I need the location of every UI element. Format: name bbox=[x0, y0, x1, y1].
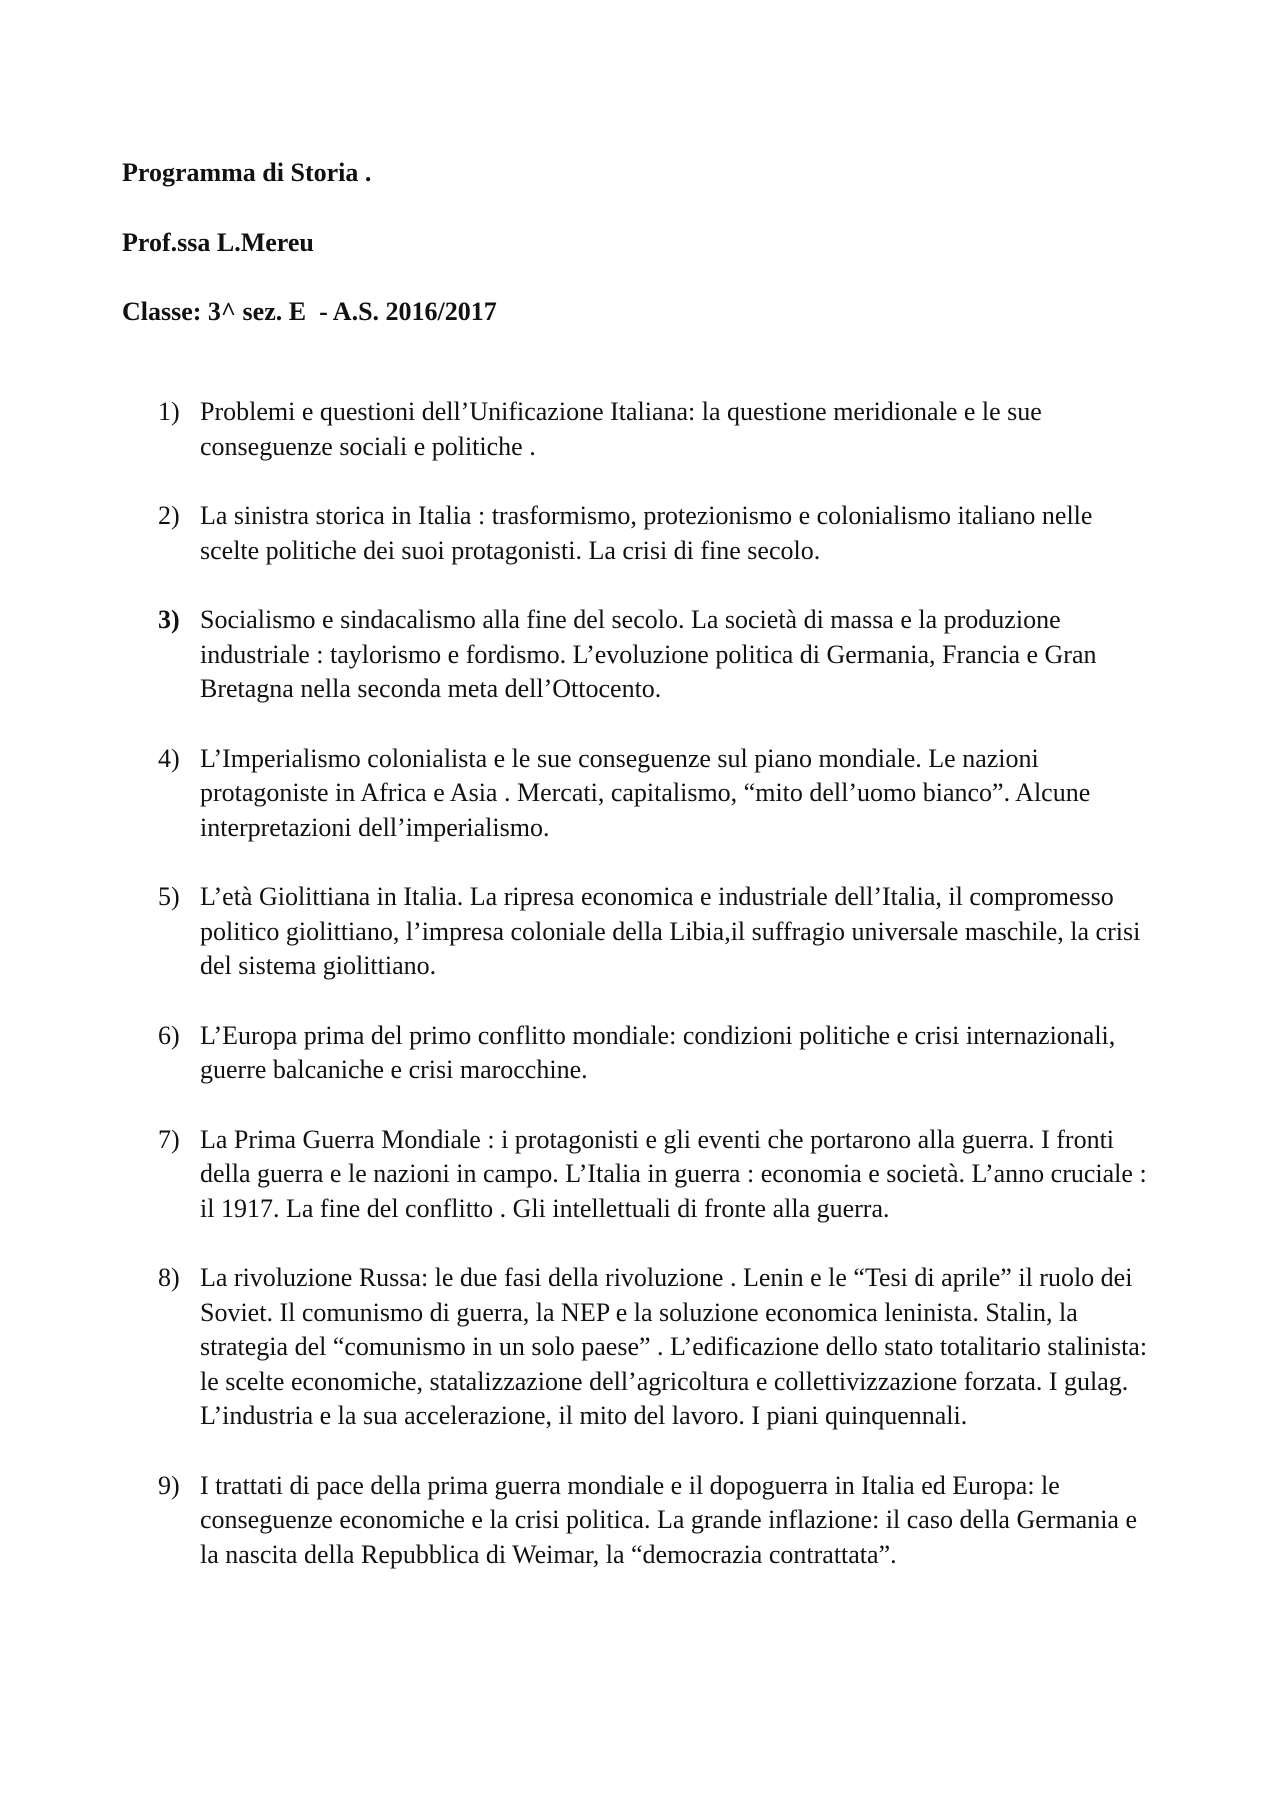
item-number: 4) bbox=[158, 743, 180, 773]
item-number: 8) bbox=[158, 1263, 180, 1292]
document-title: Programma di Storia . bbox=[122, 158, 372, 187]
list-item bbox=[158, 880, 1158, 984]
list-item bbox=[158, 1019, 1158, 1088]
item-text: Problemi e questioni dell’Unificazione Italiana: la questione meridionale e le sue conseguenze sociali e politiche . bbox=[200, 397, 1042, 461]
list-item bbox=[158, 1123, 1158, 1227]
list-item bbox=[158, 1469, 1158, 1573]
item-number: 3) bbox=[158, 605, 180, 634]
item-number: 1) bbox=[158, 397, 180, 426]
item-text: L’Europa prima del primo conflitto mondiale: condizioni politiche e crisi internazionali, guerre balcaniche e crisi marocchine. bbox=[200, 1020, 1116, 1084]
item-text: La rivoluzione Russa: le due fasi della rivoluzione . Lenin e le “Tesi di aprile” il ruolo dei Soviet. Il comunismo di guerra, la NEP e la soluzione economica leninista. Stalin, la strategia del “comunismo in un solo paese” . L’edificazione dello stato totalitario stalinista: le scelte economiche, statalizzazione dell’agricoltura e collettivizzazione forzata. I gulag. L’industria e la sua accelerazione, il mito del lavoro. I piani quinquennali. bbox=[200, 1263, 1148, 1430]
list-item bbox=[158, 603, 1158, 707]
item-number: 9) bbox=[158, 1470, 180, 1500]
teacher-name: Prof.ssa L.Mereu bbox=[122, 228, 314, 257]
class-info: Classe: 3^ sez. E - A.S. 2016/2017 bbox=[122, 297, 497, 326]
item-text: Socialismo e sindacalismo alla fine del secolo. La società di massa e la produzione industriale : taylorismo e fordismo. L’evoluzione politica di Germania, Francia e Gran Bretagna nella seconda meta dell’Ottocento. bbox=[200, 605, 1097, 703]
item-number: 7) bbox=[158, 1124, 180, 1154]
item-text: L’Imperialismo colonialista e le sue conseguenze sul piano mondiale. Le nazioni protagoniste in Africa e Asia . Mercati, capitalismo, “mito dell’uomo bianco”. Alcune interpretazioni dell’imperialismo. bbox=[200, 743, 1091, 842]
item-number: 2) bbox=[158, 501, 180, 530]
item-text: L’età Giolittiana in Italia. La ripresa economica e industriale dell’Italia, il compromesso politico giolittiano, l’impresa coloniale della Libia,il suffragio universale maschile, la crisi del sistema giolittiano. bbox=[200, 882, 1141, 980]
item-number: 6) bbox=[158, 1020, 180, 1050]
list-item bbox=[158, 1261, 1158, 1434]
item-text: La sinistra storica in Italia : trasformismo, protezionismo e colonialismo italiano nelle scelte politiche dei suoi protagonisti. La crisi di fine secolo. bbox=[200, 501, 1093, 565]
topic-list bbox=[158, 395, 1158, 1607]
item-text: La Prima Guerra Mondiale : i protagonisti e gli eventi che portarono alla guerra. I fronti della guerra e le nazioni in campo. L’Italia in guerra : economia e società. L’anno cruciale : il 1917. La fine del conflitto . Gli intellettuali di fronte alla guerra. bbox=[200, 1124, 1147, 1223]
list-item bbox=[158, 395, 1158, 464]
item-text: I trattati di pace della prima guerra mondiale e il dopoguerra in Italia ed Europa: le conseguenze economiche e la crisi politica. La grande inflazione: il caso della Germania e la nascita della Repubblica di Weimar, la “democrazia contrattata”. bbox=[200, 1470, 1138, 1569]
list-item bbox=[158, 742, 1158, 846]
list-item bbox=[158, 499, 1158, 568]
item-number: 5) bbox=[158, 882, 180, 911]
